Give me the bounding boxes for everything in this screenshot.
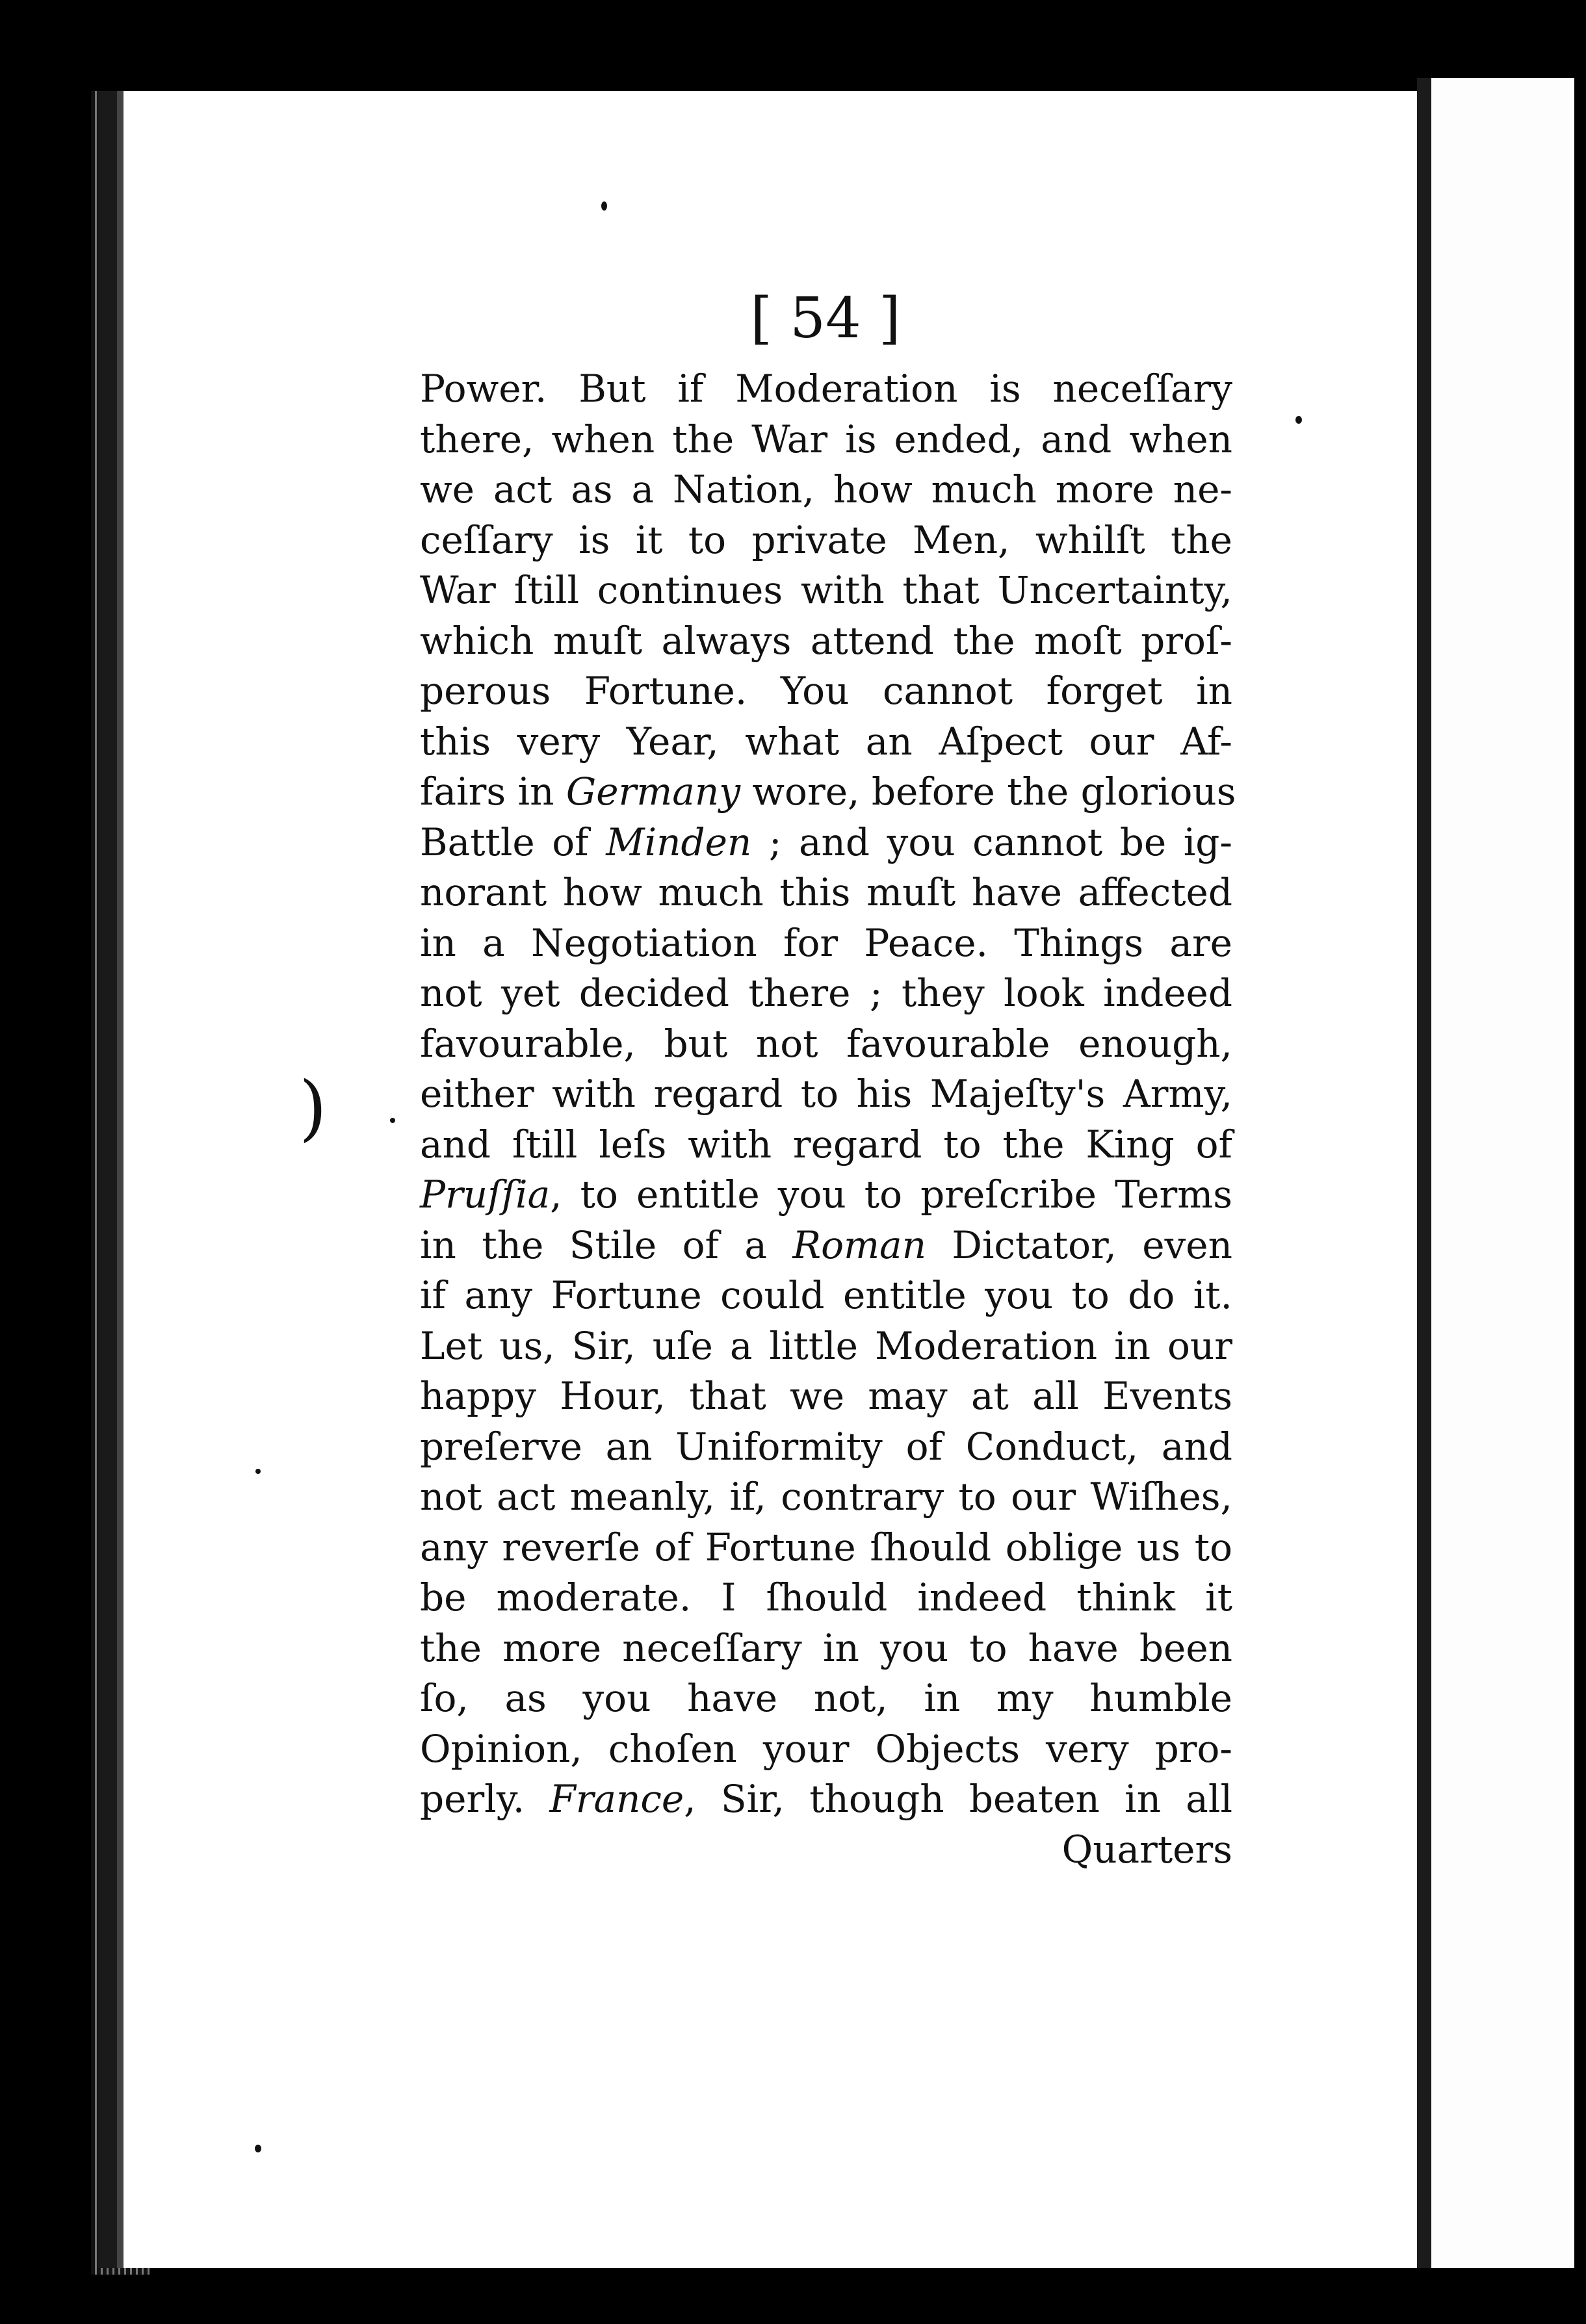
- text-run: the more neceſſary in you to have been: [420, 1625, 1232, 1670]
- text-line: [420, 1371, 1232, 1422]
- speck: [390, 1118, 395, 1123]
- text-run: ſo, as you have not, in my humble: [420, 1676, 1232, 1720]
- text-line: [420, 515, 1232, 566]
- text-run: wore, before the glorious: [740, 769, 1236, 814]
- text-line: [420, 1069, 1232, 1120]
- text-line: [420, 717, 1232, 768]
- text-run: preſerve an Uniformity of Conduct, and: [420, 1424, 1232, 1469]
- text-run: not yet decided there ; they look indeed: [420, 971, 1232, 1015]
- text-run: , Sir, though beaten in all: [684, 1777, 1232, 1821]
- text-line: [420, 1422, 1232, 1473]
- text-line: [420, 968, 1232, 1019]
- italic-word: Germany: [566, 769, 740, 814]
- text-run: in the Stile of a: [420, 1222, 793, 1267]
- text-line: [420, 565, 1232, 616]
- text-line: [420, 1220, 1232, 1271]
- text-run: any reverſe of Fortune ſhould oblige us to: [420, 1525, 1232, 1569]
- text-run: happy Hour, that we may at all Events: [420, 1374, 1232, 1418]
- text-run: fairs in: [420, 769, 566, 814]
- text-run: , to entitle you to preſcribe Terms: [550, 1172, 1232, 1217]
- text-run: Power. But if Moderation is neceſſary: [420, 367, 1232, 411]
- text-run: there, when the War is ended, and when: [420, 417, 1232, 461]
- text-line: [420, 616, 1232, 667]
- text-run: if any Fortune could entitle you to do it.: [420, 1273, 1232, 1317]
- text-run: War ſtill continues with that Uncertainty,: [420, 568, 1232, 612]
- text-line: [420, 1321, 1232, 1372]
- facing-page: [1417, 78, 1574, 2268]
- speck: [601, 201, 607, 211]
- text-run: perous Fortune. You cannot forget in: [420, 669, 1232, 713]
- italic-word: Pruſſia: [420, 1172, 551, 1217]
- text-line: [420, 1774, 1232, 1825]
- text-run: and ſtill leſs with regard to the King of: [420, 1122, 1232, 1167]
- text-line: [420, 1573, 1232, 1623]
- text-line: [420, 1472, 1232, 1523]
- text-line: [420, 666, 1232, 717]
- text-line: [420, 415, 1232, 465]
- text-run: be moderate. I ſhould indeed think it: [420, 1575, 1232, 1620]
- italic-word: Minden: [606, 820, 752, 864]
- text-line: [420, 465, 1232, 515]
- text-line: [420, 1019, 1232, 1070]
- text-run: norant how much this muſt have affected: [420, 870, 1232, 914]
- text-run: Let us, Sir, uſe a little Moderation in our: [420, 1323, 1232, 1368]
- italic-word: France: [549, 1777, 684, 1821]
- text-run: ; and you cannot be ig-: [751, 820, 1232, 864]
- text-line: [420, 868, 1232, 918]
- text-line: [420, 1523, 1232, 1573]
- catchword: Quarters: [1061, 1827, 1232, 1872]
- text-run: which muſt always attend the moſt proſ-: [420, 618, 1232, 663]
- speck: [255, 1469, 261, 1474]
- text-run: Battle of: [420, 820, 606, 864]
- text-run: Opinion, choſen your Objects very pro-: [420, 1726, 1232, 1771]
- speck: [1295, 416, 1302, 424]
- text-run: Dictator, even: [926, 1222, 1232, 1267]
- text-run: we act as a Nation, how much more ne-: [420, 467, 1232, 511]
- text-line: [420, 1673, 1232, 1724]
- text-run: not act meanly, if, contrary to our Wiſhes,: [420, 1475, 1232, 1519]
- text-line: [420, 364, 1232, 415]
- text-line: [420, 1120, 1232, 1170]
- text-line: [420, 1623, 1232, 1674]
- text-line: [420, 767, 1236, 818]
- page-number: [ 54 ]: [750, 286, 901, 351]
- text-run: favourable, but not favourable enough,: [420, 1021, 1232, 1066]
- speck: [255, 2145, 261, 2152]
- text-line: [420, 1271, 1232, 1321]
- text-line: [420, 818, 1232, 868]
- text-run: ceſſary is it to private Men, whilſt the: [420, 517, 1232, 562]
- text-line: [420, 918, 1232, 969]
- text-line: [420, 1170, 1232, 1220]
- body-text: [420, 364, 1236, 1875]
- text-run: this very Year, what an Aſpect our Af-: [420, 719, 1232, 764]
- text-run: in a Negotiation for Peace. Things are: [420, 920, 1232, 965]
- text-run: perly.: [420, 1777, 550, 1821]
- italic-word: Roman: [792, 1222, 926, 1267]
- margin-mark: ): [299, 1066, 327, 1149]
- text-run: either with regard to his Majeſty's Army,: [420, 1072, 1232, 1116]
- text-line: [420, 1724, 1232, 1775]
